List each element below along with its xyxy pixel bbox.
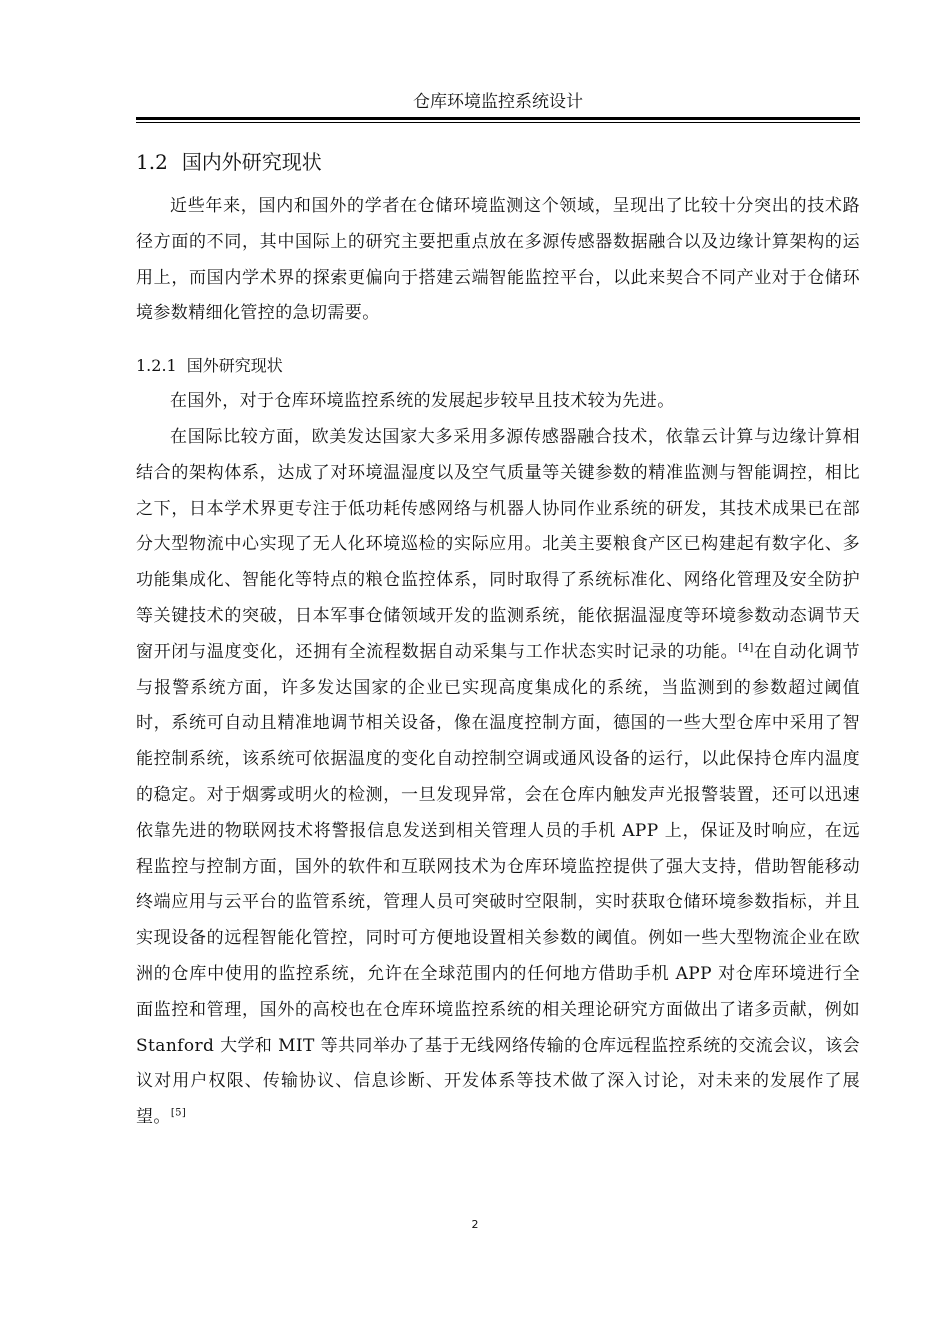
section-intro-paragraph: 近些年来，国内和国外的学者在仓储环境监测这个领域，呈现出了比较十分突出的技术路径方面的不同，其中国际上的研究主要把重点放在多源传感器数据融合以及边缘计算架构的运用上，而国内学术界的探索更偏向于搭建云端智能监控平台，以此来契合不同产业对于仓储环境参数精细化管控的急切需要。 (136, 196, 860, 324)
header-rule-thick (136, 117, 860, 120)
body-paragraph-2 (136, 420, 860, 1136)
citation-4: [4] (738, 642, 754, 654)
section-number: 1.2 (136, 150, 168, 174)
body-paragraph-1: 在国外，对于仓库环境监控系统的发展起步较早且技术较为先进。 (170, 391, 675, 412)
header-rule-thin (136, 122, 860, 123)
subsection-title: 国外研究现状 (186, 356, 283, 376)
section-title: 国内外研究现状 (181, 150, 322, 174)
section-heading (136, 147, 860, 177)
page-number: 2 (471, 1218, 479, 1231)
body-paragraph-2-part-b: 在自动化调节与报警系统方面，许多发达国家的企业已实现高度集成化的系统，当监测到的参数超过阈值时，系统可自动且精准地调节相关设备，像在温度控制方面，德国的一些大型仓库中采用了智能控制系统，该系统可依据温度的变化自动控制空调或通风设备的运行，以此保持仓库内温度的稳定。对于烟雾或明火的检测，一旦发现异常，会在仓库内触发声光报警装置，还可以迅速依靠先进的物联网技术将警报信息发送到相关管理人员的手机 APP 上，保证及时响应，在远程监控与控制方面，国外的软件和互联网技术为仓库环境监控提供了强大支持，借助智能移动终端应用与云平台的监管系统，管理人员可突破时空限制，实时获取仓储环境参数指标，并且实现设备的远程智能化管控，同时可方便地设置相关参数的阈值。例如一些大型物流企业在欧洲的仓库中使用的监控系统，允许在全球范围内的任何地方借助手机 APP 对仓库环境进行全面监控和管理，国外的高校也在仓库环境监控系统的相关理论研究方面做出了诸多贡献，例如 Stanford 大学和 MIT 等共同举办了基于无线网络传输的仓库远程监控系统的交流会议，该会议对用户权限、传输协议、信息诊断、开发体系等技术做了深入讨论，对未来的发展作了展望。 (136, 641, 860, 1128)
running-header: 仓库环境监控系统设计 (413, 92, 583, 112)
body-paragraph-2-part-a: 在国际比较方面，欧美发达国家大多采用多源传感器融合技术，依靠云计算与边缘计算相结合的架构体系，达成了对环境温湿度以及空气质量等关键参数的精准监测与智能调控，相比之下，日本学术界更专注于低功耗传感网络与机器人协同作业系统的研发，其技术成果已在部分大型物流中心实现了无人化环境巡检的实际应用。北美主要粮食产区已构建起有数字化、多功能集成化、智能化等特点的粮仓监控体系，同时取得了系统标准化、网络化管理及安全防护等关键技术的突破，日本军事仓储领域开发的监测系统，能依据温湿度等环境参数动态调节天窗开闭与温度变化，还拥有全流程数据自动采集与工作状态实时记录的功能。 (136, 426, 860, 662)
subsection-heading (136, 354, 860, 378)
subsection-number: 1.2.1 (136, 356, 177, 376)
page-body (136, 147, 860, 1136)
citation-5: [5] (170, 1107, 187, 1119)
